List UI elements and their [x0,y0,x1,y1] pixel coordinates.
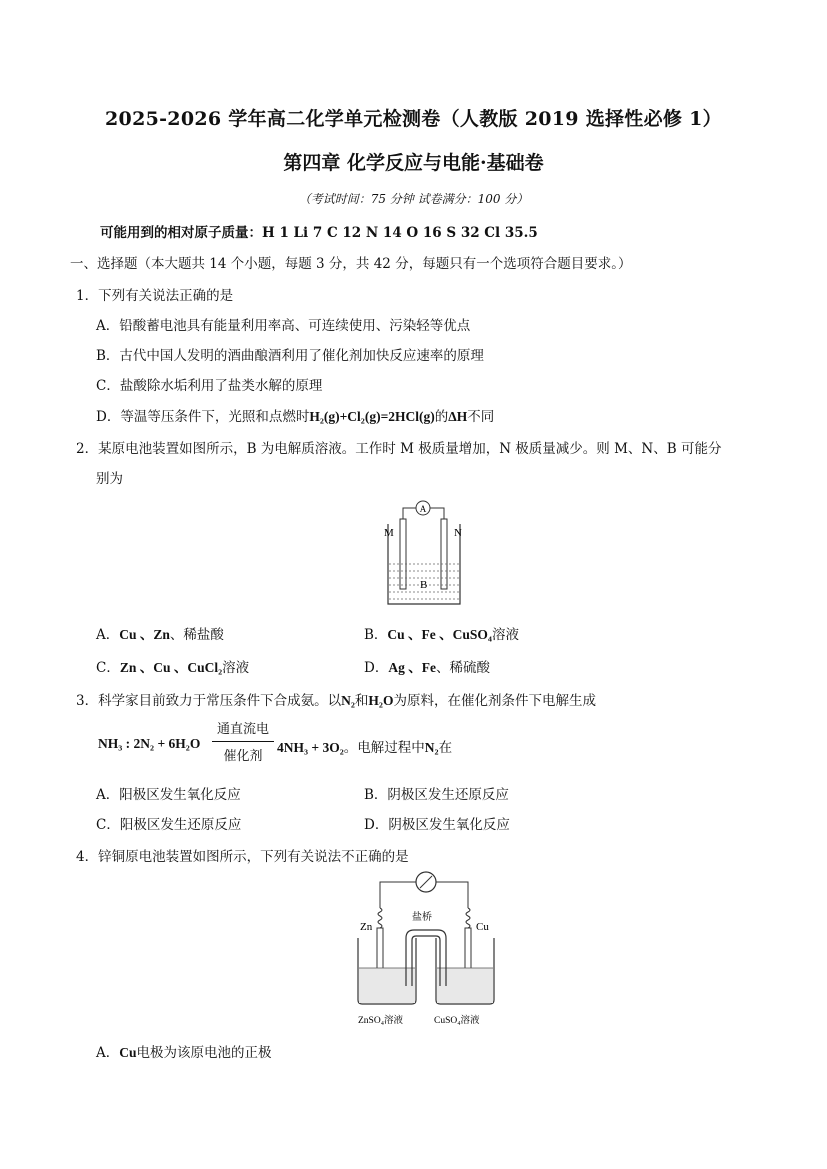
q4-stem: 4．锌铜原电池装置如图所示，下列有关说法不正确的是 [76,849,409,865]
q3-eq-right [277,736,452,756]
q1-stem: 1．下列有关说法正确的是 [76,288,234,304]
q2-stem-line1: 2．某原电池装置如图所示，B 为电解质溶液。工作时 M 极质量增加，N 极质量减少。则 M、N、B 可能分 [76,441,722,457]
wire-left [380,882,416,908]
label-zn: Zn [360,921,373,933]
q2-option-d [364,656,490,676]
label-salt-bridge: 盐桥 [412,912,432,923]
wire-right [436,882,468,908]
q2-option-c [96,656,249,676]
q2-stem-line2: 别为 [96,471,123,487]
label-n: N [454,527,462,539]
label-m: M [384,527,394,539]
q3-eq-n2: N₂ [424,740,439,755]
q2-d-label: D． [364,660,389,676]
q2-c-chem: Zn 、Cu 、CuCl₂ [119,660,223,675]
label-znso4: ZnSO₄溶液 [358,1016,404,1026]
q3-and: 和 [354,693,369,709]
q1-option-d [96,405,494,425]
q3-eq-end: 在 [438,740,453,756]
q3-stem [76,689,596,709]
atomic-masses-values: H 1 Li 7 C 12 N 14 O 16 S 32 Cl 35.5 [262,225,538,241]
q4-a-chem: Cu [119,1045,137,1060]
zinc-copper-cell-figure [350,868,510,1030]
q3-n2: N₂ [341,693,355,708]
page-title: 2025-2026 学年高二化学单元检测卷（人教版 2019 选择性必修 1） [105,108,722,130]
q4-a-text: 电极为该原电池的正极 [136,1045,272,1061]
q3-h2o: H₂O [368,693,394,708]
q2-a-text: 、稀盐酸 [169,627,224,643]
spring-left [378,908,382,928]
label-b: B [420,579,428,591]
q2-option-a [96,623,224,643]
q1-d-prefix: D．等温等压条件下，光照和点燃时 [96,409,310,425]
q3-option-c: C．阳极区发生还原反应 [96,817,242,833]
q1-d-delta-h: ΔH [448,409,468,424]
q2-c-text: 溶液 [222,660,250,676]
q3-stem-post: 为原料，在催化剂条件下电解生成 [393,693,596,709]
q2-b-label: B． [364,627,388,643]
q2-b-chem: Cu 、Fe 、CuSO₄ [387,627,492,642]
q1-option-b: B．古代中国人发明的酒曲酿酒利用了催化剂加快反应速率的原理 [96,348,484,364]
q4-a-label: A． [96,1045,120,1061]
wire-right [430,508,444,519]
electrode-m [400,519,406,589]
spring-right [466,908,470,928]
q1-d-mid: 的 [434,409,449,425]
atomic-masses [100,221,538,241]
solution-left [359,968,415,1003]
solution-right [437,968,493,1003]
label-cuso4: CuSO₄溶液 [434,1016,480,1026]
q4-option-a [96,1041,272,1061]
q1-option-c: C．盐酸除水垢利用了盐类水解的原理 [96,378,323,394]
q3-option-a: A．阳极区发生氧化反应 [96,787,241,803]
electrode-n [441,519,447,589]
q1-d-equation: H₂(g)+Cl₂(g)=2HCl(g) [309,409,435,424]
ammeter-label: A [419,504,427,514]
q1-option-a: A．铅酸蓄电池具有能量利用率高、可连续使用、污染轻等优点 [96,318,471,334]
q2-a-chem: Cu 、Zn [119,627,170,642]
q2-b-text: 溶液 [491,627,519,643]
galvanic-cell-figure [378,494,473,612]
q2-d-text: 、稀硫酸 [435,660,490,676]
q2-d-chem: Ag 、Fe [388,660,436,675]
q3-eq-arrow-line [212,741,274,742]
chapter-subtitle: 第四章 化学反应与电能·基础卷 [283,152,544,174]
exam-meta: （考试时间：75 分钟 试卷满分：100 分） [298,192,529,206]
q3-eq-tail: 。电解过程中 [343,740,425,756]
wire-left [403,508,416,519]
section-heading: 一、选择题（本大题共 14 个小题，每题 3 分，共 42 分，每题只有一个选项符合题目要求。） [70,256,632,272]
q2-option-b [364,623,519,643]
q2-c-label: C． [96,660,120,676]
q3-option-d: D．阴极区发生氧化反应 [364,817,510,833]
q3-eq-condition-bottom: 催化剂 [223,749,263,764]
q3-eq-condition-top: 通直流电 [216,722,269,737]
q3-option-b: B．阴极区发生还原反应 [364,787,509,803]
q2-a-label: A． [96,627,120,643]
q3-stem-pre: 3．科学家目前致力于常压条件下合成氨。以 [76,693,342,709]
q3-eq-left: NH₃ : 2N₂ + 6H₂O [98,736,201,751]
q3-eq-products: 4NH₃ + 3O₂ [277,740,344,755]
q1-d-suffix: 不同 [467,409,495,425]
atomic-masses-label: 可能用到的相对原子质量： [100,225,262,241]
label-cu: Cu [476,921,489,933]
